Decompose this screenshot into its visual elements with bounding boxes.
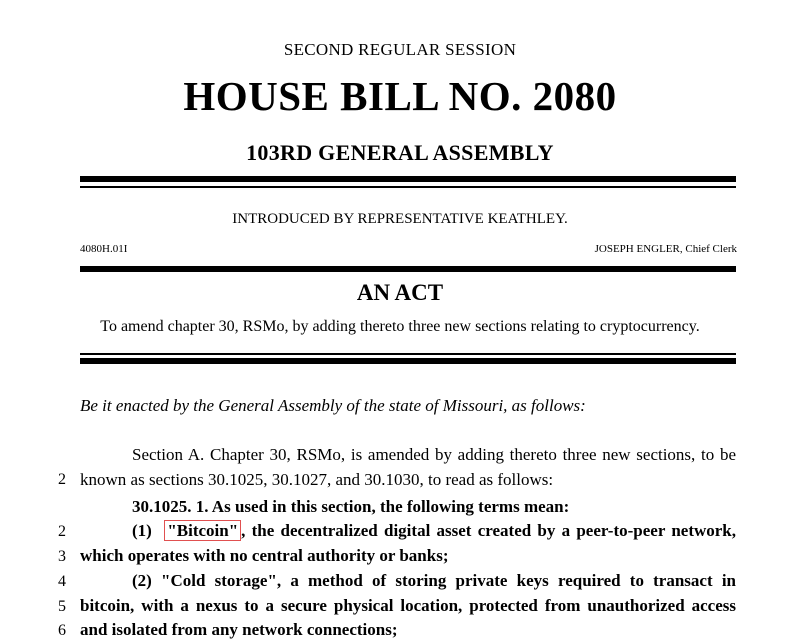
act-rule-thin xyxy=(80,353,736,355)
act-rule-top xyxy=(80,266,736,272)
definition-2-line-3: and isolated from any network connections; xyxy=(80,620,398,639)
act-rule-thick xyxy=(80,358,736,364)
bill-number-title: HOUSE BILL NO. 2080 xyxy=(183,73,617,119)
section-a-line-1: Section A. Chapter 30, RSMo, is amended by adding thereto three new sections, to be xyxy=(132,445,736,464)
definition-number: (1) xyxy=(132,521,152,540)
act-title: AN ACT xyxy=(356,280,444,305)
line-number: 5 xyxy=(58,598,66,615)
introduced-by: INTRODUCED BY REPRESENTATIVE KEATHLEY. xyxy=(232,211,568,227)
section-a-line-2: known as sections 30.1025, 30.1027, and 30.1030, to read as follows: xyxy=(80,470,554,489)
definition-1-line-2: which operates with no central authority or banks; xyxy=(80,546,449,565)
header-rule-thick xyxy=(80,176,736,182)
section-30-1025-heading: 30.1025. 1. As used in this section, the following terms mean: xyxy=(132,497,570,516)
line-number: 2 xyxy=(58,471,66,488)
line-number: 6 xyxy=(58,622,66,639)
definition-1-line-1 xyxy=(80,521,736,541)
definition-2-line-2: bitcoin, with a nexus to a secure physical location, protected from unauthorized access xyxy=(80,596,736,615)
definition-1-text: , the decentralized digital asset created by a peer-to-peer network, xyxy=(241,521,737,540)
line-number: 3 xyxy=(58,548,66,565)
enacting-clause: Be it enacted by the General Assembly of the state of Missouri, as follows: xyxy=(80,396,586,415)
chief-clerk: JOSEPH ENGLER, Chief Clerk xyxy=(594,243,737,255)
definition-2-line-1: (2) "Cold storage", a method of storing private keys required to transact in xyxy=(132,571,736,590)
line-number: 2 xyxy=(58,523,66,540)
document-code: 4080H.01I xyxy=(80,243,128,255)
session-label: SECOND REGULAR SESSION xyxy=(283,40,517,59)
general-assembly-heading: 103RD GENERAL ASSEMBLY xyxy=(246,140,554,165)
bitcoin-term-highlight[interactable]: "Bitcoin" xyxy=(164,520,241,541)
line-number: 4 xyxy=(58,573,66,590)
header-rule-thin xyxy=(80,186,736,188)
act-purpose: To amend chapter 30, RSMo, by adding thereto three new sections relating to cryptocurrency. xyxy=(100,318,700,335)
